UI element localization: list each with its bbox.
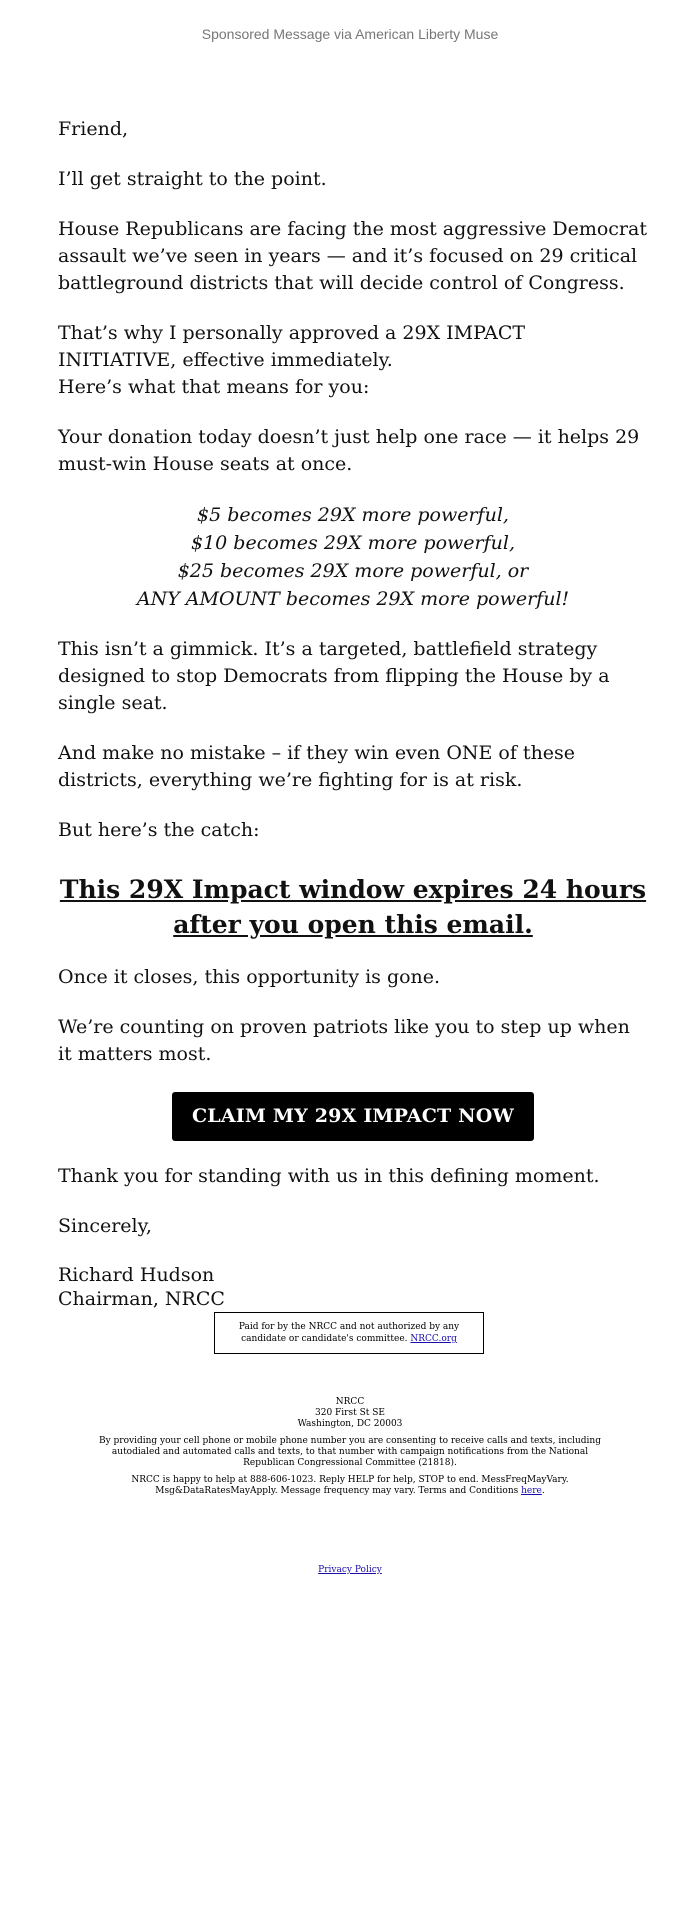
amount-line: $10 becomes 29X more powerful, [191,532,515,554]
sms-help-paragraph [95,1475,605,1497]
sponsor-label: Sponsored Message via American Liberty Muse [201,26,499,42]
paragraph-strategy: This isn’t a gimmick. It’s a targeted, battlefield strategy designed to stop Democrats from flipping the House by a single seat. [58,638,610,714]
consent-text: By providing your cell phone or mobile phone number you are consenting to receive calls and texts, including autodialed and automated calls and texts, to that number with campaign notifications from the National Republican Congressional Committee (21818). [98,1436,601,1468]
paragraph-assault: House Republicans are facing the most aggressive Democrat assault we’ve seen in years — and it’s focused on 29 critical battleground districts that will decide control of Congress. [58,218,647,294]
street-address: 320 First St SE [315,1408,385,1418]
paragraph-closes: Once it closes, this opportunity is gone. [58,966,441,988]
amount-line: ANY AMOUNT becomes 29X more powerful! [136,588,570,610]
org-name: NRCC [335,1397,365,1407]
terms-period: . [541,1486,545,1496]
privacy-container [0,1565,700,1575]
city-address: Washington, DC 20003 [297,1419,403,1429]
paragraph-risk: And make no mistake – if they win even ONE of these districts, everything we’re fighting for is at risk. [58,742,576,791]
paragraph-intro: I’ll get straight to the point. [58,168,327,190]
paragraph-patriots: We’re counting on proven patriots like you to step up when it matters most. [58,1016,630,1065]
nrcc-link[interactable]: NRCC.org [410,1334,457,1344]
paid-for-disclaimer [214,1312,484,1354]
email-body [58,116,648,1311]
disclaimer-text: Paid for by the NRCC and not authorized by any candidate or candidate's committee. [238,1322,460,1344]
urgent-deadline-heading [58,872,648,942]
initiative-followup: Here’s what that means for you: [58,376,370,398]
initiative-line: That’s why I personally approved a 29X IMPACT INITIATIVE, effective immediately. [58,322,526,371]
signer-title: Chairman, NRCC [58,1288,225,1310]
greeting: Friend, [58,118,129,140]
sms-help-text: NRCC is happy to help at 888-606-1023. Reply HELP for help, STOP to end. MessFreqMayVary. Msg&DataRatesMayApply. Message frequency may vary. Terms and Conditions [131,1475,569,1496]
closing: Sincerely, [58,1215,152,1237]
urgent-line: This 29X Impact window expires 24 hours [59,875,647,904]
paragraph-catch: But here’s the catch: [58,819,260,841]
urgent-line: after you open this email. [173,910,533,939]
privacy-policy-link[interactable]: Privacy Policy [318,1565,382,1575]
amount-line: $25 becomes 29X more powerful, or [177,560,529,582]
amount-line: $5 becomes 29X more powerful, [197,504,509,526]
claim-impact-button[interactable]: CLAIM MY 29X IMPACT NOW [172,1092,534,1141]
footer [95,1397,605,1497]
signature [58,1263,648,1311]
terms-link[interactable]: here [521,1486,542,1496]
cta-container [58,1092,648,1141]
paragraph-donation: Your donation today doesn’t just help one race — it helps 29 must-win House seats at once. [58,426,640,475]
mailing-address [95,1397,605,1430]
amount-list [58,501,648,613]
paragraph-initiative [58,320,648,401]
paragraph-thanks: Thank you for standing with us in this defining moment. [58,1165,600,1187]
signer-name: Richard Hudson [58,1264,215,1286]
